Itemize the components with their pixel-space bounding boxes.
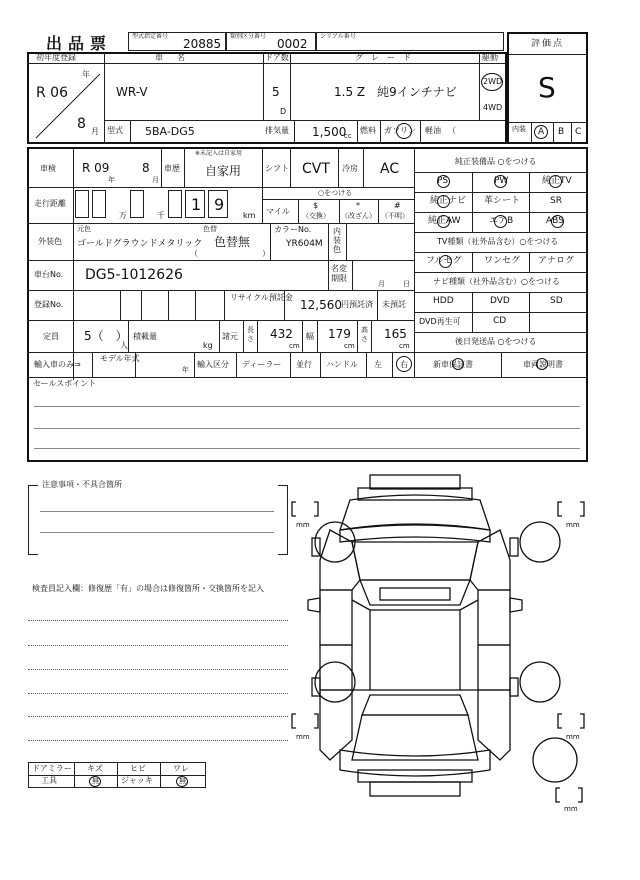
mileage-digit-box <box>75 190 89 218</box>
shaken-label: 車検 <box>40 164 56 173</box>
legend-jack: ジャッキ <box>121 776 153 785</box>
inspector-line <box>28 716 288 717</box>
history-note: ※未記入は自家用 <box>195 150 243 157</box>
inspector-line <box>28 740 288 741</box>
inspector-line <box>28 693 288 694</box>
doors-label: ドア数 <box>265 53 289 62</box>
type-approval-box <box>128 32 226 51</box>
height-unit: cm <box>399 342 410 350</box>
width-value: 179 <box>328 327 351 341</box>
mileage-mile-label: マイル <box>266 207 290 216</box>
later-warranty: 新車保証書 <box>433 360 473 369</box>
model-value: 5BA-DG5 <box>145 125 195 138</box>
mileage-man-unit: 万 <box>119 211 127 220</box>
fuel-gasoline-circle <box>396 123 412 139</box>
mileage-altered-symbol: * <box>356 201 360 210</box>
mm-label-rear-left: mm <box>296 733 310 741</box>
legend-crack: ヒビ <box>130 764 146 773</box>
displacement-label: 排気量 <box>265 126 289 135</box>
navi-title: ナビ種類（社外品含む）○をつける <box>433 277 560 286</box>
width-label: 幅 <box>306 332 314 341</box>
door-type: D <box>280 107 287 116</box>
interior-grade-c: C <box>575 127 582 137</box>
navi-cd: CD <box>493 316 507 326</box>
caution-label: 注意事項・不具合箇所 <box>42 480 122 489</box>
sales-point-label: セールスポイント <box>33 379 97 388</box>
drive-label: 駆動 <box>482 53 498 62</box>
mm-label-front-left: mm <box>296 521 310 529</box>
length-label: 長さ <box>247 326 254 343</box>
length-unit: cm <box>289 342 300 350</box>
import-type-label: 輸入区分 <box>197 360 229 369</box>
first-reg-year: R 06 <box>36 85 68 101</box>
later-title: 後日発送品 ○をつける <box>455 337 537 346</box>
drive-4wd: 4WD <box>483 103 503 112</box>
navi-dvd-playback: DVD再生可 <box>419 317 461 326</box>
mm-label-rear-right: mm <box>566 733 580 741</box>
drive-2wd: 2WD <box>483 77 503 86</box>
equip-abs: ABS <box>546 216 564 226</box>
fuel-gasoline: ガソリン <box>384 126 416 135</box>
import-parallel: 並行 <box>296 360 312 369</box>
legend-break: ワレ <box>173 764 189 773</box>
equip-leather-seat: 革シート <box>484 196 521 206</box>
mileage-exchange-label: （交換） <box>302 212 330 220</box>
rating-box <box>507 32 588 144</box>
equip-circle <box>437 215 450 228</box>
load-label: 積載量 <box>133 332 157 341</box>
import-label: 輸入車のみ⇒ <box>34 360 81 369</box>
model-year-unit: 年 <box>182 366 189 374</box>
color-name-label: 色替 <box>203 225 217 233</box>
tv-fullseg-circle <box>439 255 452 268</box>
equip-circle <box>494 215 507 228</box>
recycle-label: リサイクル預託金 <box>230 293 293 302</box>
handle-left: 左 <box>374 360 382 369</box>
legend-scratch: キズ <box>87 764 103 773</box>
capacity-value: 5（ ） <box>84 329 128 343</box>
registration-label: 登録No. <box>34 300 64 309</box>
tv-oneseg: ワンセグ <box>484 256 521 266</box>
legend-door-mirror: ドアミラー <box>32 764 72 773</box>
caution-line <box>40 532 274 533</box>
height-label: 高さ <box>361 326 368 343</box>
capacity-label: 定員 <box>43 332 59 341</box>
mileage-km-unit: km <box>243 211 256 220</box>
handle-label: ハンドル <box>326 360 358 369</box>
rating-label: 評価点 <box>531 39 565 49</box>
legend-jack-circle <box>176 776 188 787</box>
navi-sd: SD <box>550 296 563 306</box>
mileage-digit-2: 9 <box>214 195 225 214</box>
dims-label: 諸元 <box>222 332 238 341</box>
fuel-label: 燃料 <box>360 126 376 135</box>
vehicle-name: WR-V <box>116 85 148 99</box>
equip-circle <box>437 175 450 188</box>
first-reg-label: 初年度登録 <box>36 53 76 62</box>
length-value: 432 <box>270 327 293 341</box>
mileage-unknown-symbol: # <box>394 201 401 210</box>
mileage-altered-label: （改ざん） <box>341 212 376 220</box>
model-year-label: モデル年式 <box>100 354 140 363</box>
interior-grade-a: A <box>538 127 545 137</box>
vehicle-name-label: 車名 <box>155 53 199 62</box>
history-label: 車歴 <box>164 164 180 173</box>
color-no-label: カラーNo. <box>274 225 312 234</box>
later-manual-circle <box>536 358 548 370</box>
equip-airbag: エアB <box>489 216 514 226</box>
shaken-year-unit: 年 <box>108 176 115 184</box>
mileage-unknown-label: （不明） <box>381 212 409 220</box>
equip-circle <box>494 175 507 188</box>
shaken-month: 8 <box>142 161 150 175</box>
mm-label-front-right: mm <box>566 521 580 529</box>
capacity-unit: 人 <box>120 341 128 350</box>
interior-label: 内装 <box>512 125 526 133</box>
aircon-value: AC <box>380 161 400 177</box>
recycle-amount: 12,560 <box>300 298 342 312</box>
repaint-value: 色替無 <box>214 235 251 249</box>
shift-value: CVT <box>302 161 330 177</box>
legend-table <box>28 762 206 788</box>
form-title: 出品票 <box>46 34 113 53</box>
mm-label-spare: mm <box>564 805 578 813</box>
legend-jack-value: 無 <box>179 777 186 785</box>
inspector-line <box>28 645 288 646</box>
inspector-line <box>28 669 288 670</box>
tv-analog: アナログ <box>538 256 575 266</box>
shift-label: シフト <box>265 164 289 173</box>
serial-label: シリアル番号 <box>320 33 356 40</box>
class-number: 0002 <box>277 37 308 51</box>
car-diagram <box>290 470 610 810</box>
sales-point-line <box>34 448 580 449</box>
chassis-value: DG5-1012626 <box>85 267 183 283</box>
model-label: 型式 <box>107 126 123 135</box>
displacement-value: 1,500 <box>312 125 347 139</box>
aircon-label: 冷房 <box>342 164 358 173</box>
original-color-value: ゴールドグラウンドメタリック <box>77 239 203 249</box>
mileage-circle-note: ○をつける <box>318 189 353 197</box>
grade-label: グレード <box>355 53 419 62</box>
width-unit: cm <box>344 342 355 350</box>
load-unit: kg <box>203 341 213 350</box>
interior-grade-b: B <box>558 127 565 137</box>
interior-grade-circle <box>534 125 548 139</box>
shaken-value: R 09 <box>82 161 110 175</box>
displacement-unit: cc <box>344 132 352 140</box>
equip-genuine-navi: 純正ナビ <box>430 196 467 206</box>
mileage-digit-box <box>130 190 144 218</box>
serial-box <box>316 32 504 51</box>
handle-right: 右 <box>400 360 408 369</box>
class-box <box>226 32 316 51</box>
later-manual: 車両説明書 <box>523 360 563 369</box>
first-reg-year-unit: 年 <box>82 70 90 79</box>
interior-color-label: 内装色 <box>333 227 341 254</box>
first-reg-month: 8 <box>77 116 86 132</box>
legend-tools-value: 無 <box>92 777 99 785</box>
caution-bracket-left <box>28 485 38 555</box>
exterior-label: 外装色 <box>38 237 62 246</box>
sales-point-line <box>34 428 580 429</box>
rating-value: S <box>538 71 556 104</box>
class-label: 類別区分番号 <box>230 33 267 40</box>
mileage-sen-unit: 千 <box>157 211 165 220</box>
grade-value: 1.5 Z 純9インチナビ <box>334 85 457 99</box>
mileage-digit-box <box>208 190 228 218</box>
name-change-label: 名変期限 <box>331 264 347 283</box>
tv-fullseg: フルセグ <box>426 256 462 266</box>
equipment-title: 純正装備品 ○をつける <box>455 157 537 166</box>
tv-title: TV種類（社外品含む）○をつける <box>437 237 559 246</box>
import-dealer: ディーラー <box>242 360 282 369</box>
equip-genuine-aw: 純正AW <box>428 216 461 226</box>
type-approval-number: 20885 <box>183 37 222 51</box>
color-paren: （ ） <box>190 249 270 258</box>
legend-tools: 工具 <box>41 776 57 785</box>
later-warranty-circle <box>452 358 464 370</box>
caution-bracket-right <box>278 485 288 555</box>
mileage-exchange-symbol: $ <box>313 201 319 210</box>
fuel-other: （ ） <box>448 126 512 135</box>
equip-genuine-tv: 純正TV <box>542 176 572 186</box>
equip-sr: SR <box>550 196 562 206</box>
mileage-digit-box <box>168 190 182 218</box>
sales-point-line <box>34 406 580 407</box>
equip-circle <box>549 175 562 188</box>
inspector-line <box>28 620 288 621</box>
chassis-label: 車台No. <box>34 270 64 279</box>
navi-hdd: HDD <box>433 296 454 306</box>
equip-circle <box>437 195 450 208</box>
mileage-digit-box <box>185 190 205 218</box>
mileage-digit-box <box>92 190 106 218</box>
equip-pw: PW <box>494 176 509 186</box>
equip-circle <box>551 215 564 228</box>
original-color-label: 元色 <box>77 225 91 233</box>
handle-right-circle <box>396 356 412 372</box>
legend-tools-circle <box>89 776 101 787</box>
fuel-light-oil: 軽油 <box>425 126 441 135</box>
recycle-unit: 円預託済 <box>341 300 373 309</box>
name-change-day-unit: 日 <box>403 280 410 288</box>
history-value: 自家用 <box>205 164 242 178</box>
drive-2wd-circle <box>481 73 503 91</box>
type-approval-label: 型式指定番号 <box>132 33 169 40</box>
first-reg-month-unit: 月 <box>91 127 99 136</box>
height-value: 165 <box>384 327 407 341</box>
caution-line <box>40 511 274 512</box>
navi-dvd: DVD <box>490 296 510 306</box>
mileage-label: 走行距離 <box>34 199 66 208</box>
shaken-month-unit: 月 <box>152 176 159 184</box>
not-deposited: 未預託 <box>382 300 406 309</box>
mileage-digit-1: 1 <box>191 195 202 214</box>
inspector-label: 検査員記入欄：修復歴「有」の場合は修復箇所・交換箇所を記入 <box>32 584 264 593</box>
color-no-value: YR604M <box>286 239 323 249</box>
name-change-month-unit: 月 <box>378 280 385 288</box>
door-count: 5 <box>272 85 280 99</box>
equip-ps: PS <box>437 176 449 186</box>
